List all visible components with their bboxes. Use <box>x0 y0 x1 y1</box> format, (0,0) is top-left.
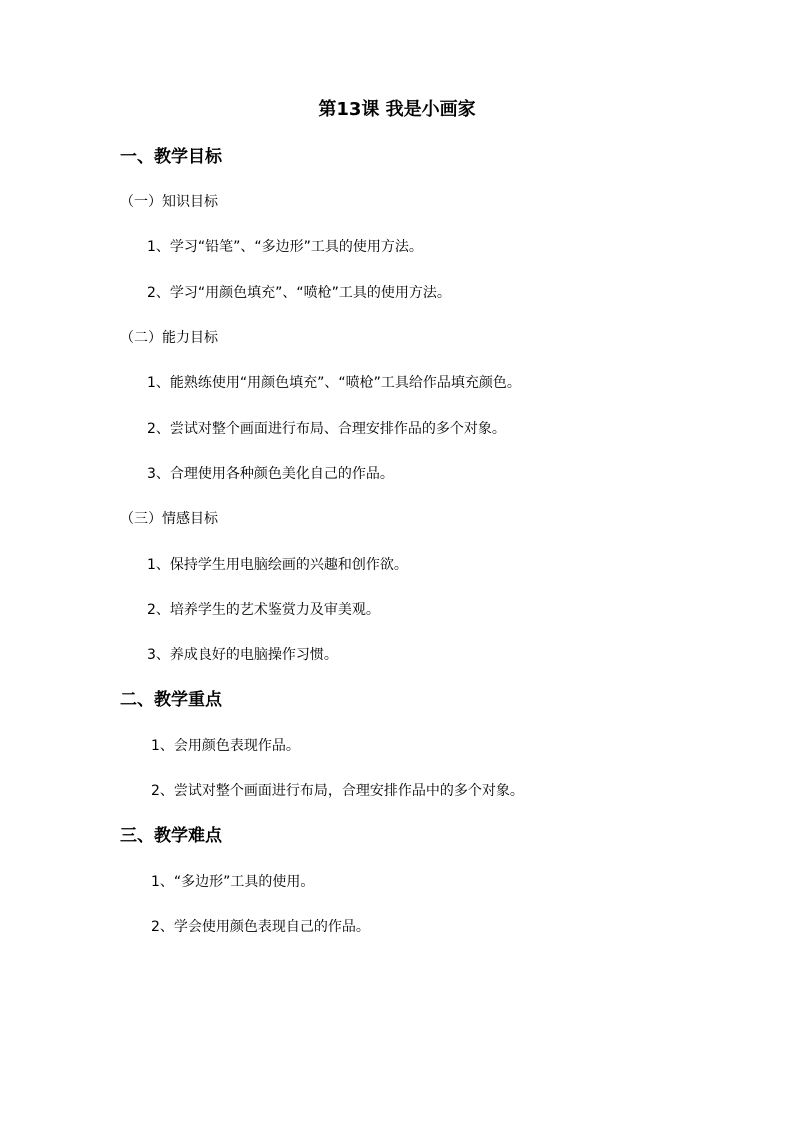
list-item: 3、养成良好的电脑操作习惯。 <box>147 647 338 663</box>
subsection-knowledge-goals: （一）知识目标 <box>120 194 218 210</box>
list-item: 2、学会使用颜色表现自己的作品。 <box>151 919 370 935</box>
list-item: 1、会用颜色表现作品。 <box>151 738 300 754</box>
subsection-emotional-goals: （三）情感目标 <box>120 511 218 527</box>
list-item: 2、培养学生的艺术鉴赏力及审美观。 <box>147 602 380 618</box>
section-heading-difficulties: 三、教学难点 <box>120 826 222 846</box>
list-item: 3、合理使用各种颜色美化自己的作品。 <box>147 466 394 482</box>
list-item: 1、保持学生用电脑绘画的兴趣和创作欲。 <box>147 557 408 573</box>
list-item: 1、能熟练使用“用颜色填充”、“喷枪”工具给作品填充颜色。 <box>147 375 521 391</box>
section-heading-key-points: 二、教学重点 <box>120 690 222 710</box>
page-title: 第13课 我是小画家 <box>318 99 476 120</box>
subsection-ability-goals: （二）能力目标 <box>120 330 218 346</box>
list-item: 2、尝试对整个画面进行布局、合理安排作品的多个对象。 <box>147 421 506 437</box>
list-item: 1、学习“铅笔”、“多边形”工具的使用方法。 <box>147 239 423 255</box>
list-item: 2、学习“用颜色填充”、“喷枪”工具的使用方法。 <box>147 285 451 301</box>
list-item: 2、尝试对整个画面进行布局，合理安排作品中的多个对象。 <box>151 783 524 799</box>
section-heading-objectives: 一、教学目标 <box>120 147 222 167</box>
list-item: 1、“多边形”工具的使用。 <box>151 874 315 890</box>
